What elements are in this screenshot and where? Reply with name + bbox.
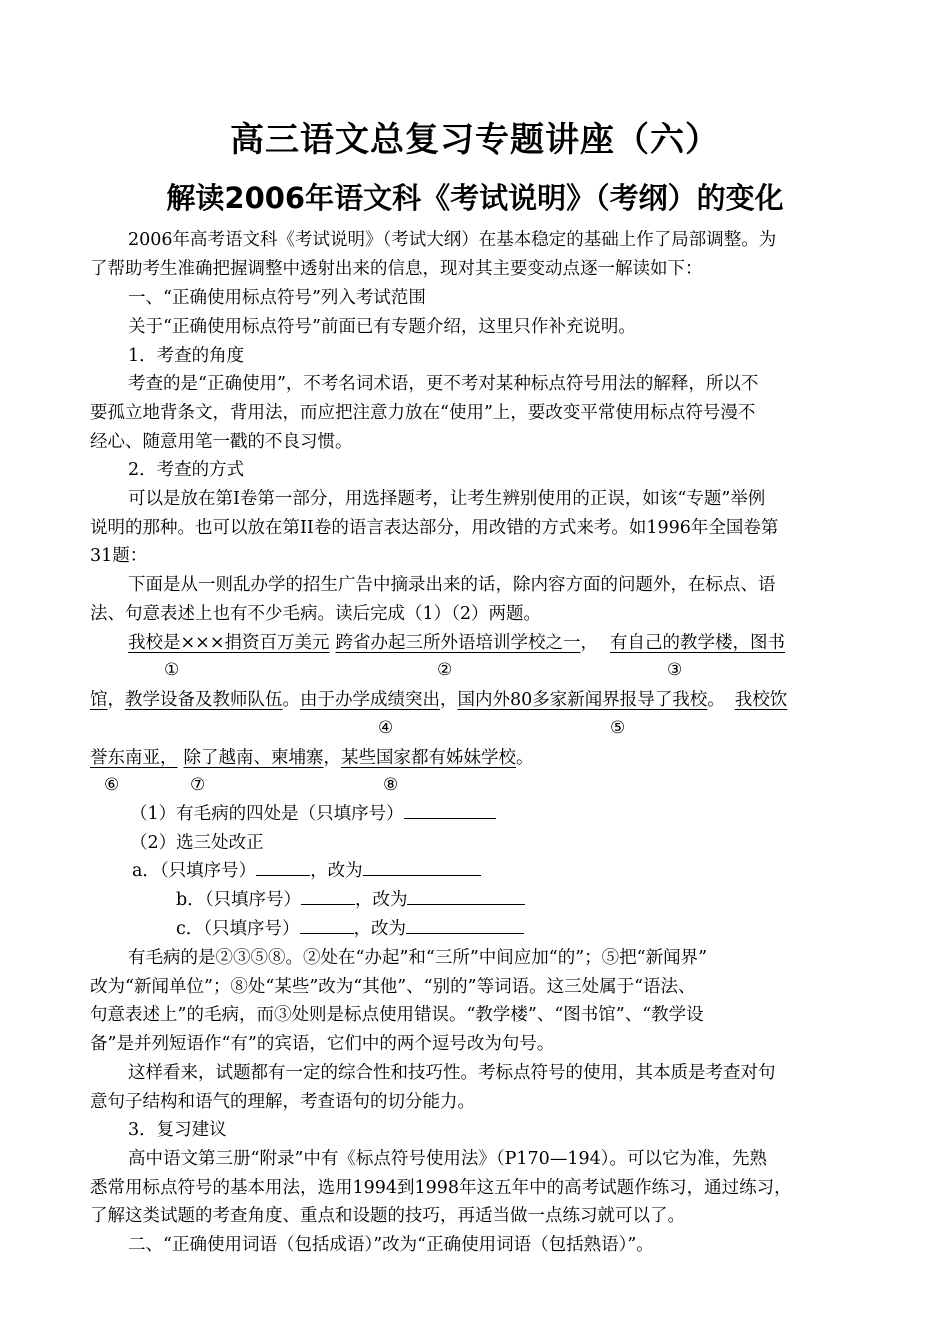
ad-segment-7: 除了越南、柬埔寨 (183, 748, 324, 768)
question-intro-line-1: 下面是从一则乱办学的招生广告中摘录出来的话，除内容方面的问题外，在标点、语 (128, 575, 776, 595)
section2-heading: 二、“正确使用词语（包括成语）”改为“正确使用词语（包括熟语）”。 (128, 1235, 654, 1255)
intro-line-1: 2006年高考语文科《考试说明》（考试大纲）在基本稳定的基础上作了局部调整。为 (128, 230, 777, 250)
question-2: （2）选三处改正 (130, 833, 264, 853)
question-2c: c．（只填序号） ，改为 (0, 915, 950, 943)
marker-1: ① (164, 660, 180, 680)
ad-segment-1: 我校是×××捐资百万美元 (128, 633, 330, 653)
question-2a: a．（只填序号） ，改为 (0, 857, 950, 885)
section1-heading: 一、“正确使用标点符号”列入考试范围 (128, 288, 426, 308)
advice-line-1: 高中语文第三册“附录”中有《标点符号使用法》（P170—194）。可以它为准，先熟 (128, 1149, 767, 1169)
ad-line-3: 誉东南亚， 除了越南、柬埔寨，某些国家都有姊妹学校。 (90, 748, 534, 768)
answer-blank-a-fix (363, 857, 481, 876)
point3-heading: 3．复习建议 (128, 1120, 227, 1140)
marker-3: ③ (667, 660, 683, 680)
point1-line-1: 考查的是“正确使用”，不考名词术语，更不考对某种标点符号用法的解释，所以不 (128, 374, 759, 394)
answer-line-4: 备”是并列短语作“有”的宾语，它们中的两个逗号改为句号。 (90, 1034, 555, 1054)
summary-line-1: 这样看来，试题都有一定的综合性和技巧性。考标点符号的使用，其本质是考查对句 (128, 1063, 776, 1083)
point1-heading: 1．考查的角度 (128, 346, 245, 366)
ad-segment-3-cont: 教学设备及教师队伍 (125, 690, 283, 710)
section1-note: 关于“正确使用标点符号”前面已有专题介绍，这里只作补充说明。 (128, 317, 636, 337)
answer-blank-c-number (300, 915, 354, 934)
advice-line-2: 悉常用标点符号的基本用法，选用1994到1998年这五年中的高考试题作练习，通过练习， (90, 1178, 792, 1198)
point2-line-2: 说明的那种。也可以放在第II卷的语言表达部分，用改错的方式来考。如1996年全国卷第 (90, 518, 779, 538)
point2-heading: 2．考查的方式 (128, 460, 245, 480)
marker-5: ⑤ (610, 718, 626, 738)
ad-line-1: 我校是×××捐资百万美元 跨省办起三所外语培训学校之一， 有自己的教学楼，图书 (128, 633, 785, 653)
answer-line-1: 有毛病的是②③⑤⑧。②处在“办起”和“三所”中间应加“的”；⑤把“新闻界” (128, 948, 708, 968)
marker-7: ⑦ (190, 775, 206, 795)
marker-4: ④ (378, 718, 394, 738)
intro-line-2: 了帮助考生准确把握调整中透射出来的信息，现对其主要变动点逐一解读如下： (90, 259, 703, 279)
page-subtitle: 解读2006年语文科《考试说明》（考纲）的变化 (166, 181, 784, 215)
page-title: 高三语文总复习专题讲座（六） (230, 120, 720, 160)
point1-line-3: 经心、随意用笔一戳的不良习惯。 (90, 432, 353, 452)
ad-segment-2: 跨省办起三所外语培训学校之一 (335, 633, 581, 653)
marker-8: ⑧ (383, 775, 399, 795)
answer-blank-1 (404, 800, 496, 819)
ad-line-2: 馆，教学设备及教师队伍。由于办学成绩突出，国内外80多家新闻界报导了我校。 我校饮 (90, 690, 788, 710)
question-intro-line-2: 法、句意表述上也有不少毛病。读后完成（1）（2）两题。 (90, 604, 542, 624)
question-1: （1）有毛病的四处是（只填序号） (0, 800, 950, 828)
question-2b: b．（只填序号） ，改为 (0, 886, 950, 914)
answer-blank-c-fix (406, 915, 524, 934)
marker-6: ⑥ (104, 775, 120, 795)
ad-segment-8: 某些国家都有姊妹学校 (341, 748, 516, 768)
point2-line-3: 31题： (90, 546, 148, 566)
answer-blank-b-number (301, 886, 355, 905)
answer-blank-b-fix (407, 886, 525, 905)
marker-2: ② (437, 660, 453, 680)
answer-line-2: 改为“新闻单位”；⑧处“某些”改为“其他”、“别的”等词语。这三处属于“语法、 (90, 977, 696, 997)
point1-line-2: 要孤立地背条文，背用法，而应把注意力放在“使用”上，要改变平常使用标点符号漫不 (90, 403, 756, 423)
ad-segment-4: 由于办学成绩突出 (300, 690, 440, 710)
answer-line-3: 句意表述上”的毛病，而③处则是标点使用错误。“教学楼”、“图书馆”、“教学设 (90, 1005, 704, 1025)
ad-segment-3: 有自己的教学楼，图书 (610, 633, 785, 653)
advice-line-3: 了解这类试题的考查角度、重点和设题的技巧，再适当做一点练习就可以了。 (90, 1206, 685, 1226)
ad-segment-6: 我校饮 (734, 690, 788, 710)
summary-line-2: 意句子结构和语气的理解，考查语句的切分能力。 (90, 1092, 475, 1112)
answer-blank-a-number (256, 857, 310, 876)
ad-segment-5: 国内外80多家新闻界报导了我校 (457, 690, 708, 710)
point2-line-1: 可以是放在第I卷第一部分，用选择题考，让考生辨别使用的正误，如该“专题”举例 (128, 489, 766, 509)
